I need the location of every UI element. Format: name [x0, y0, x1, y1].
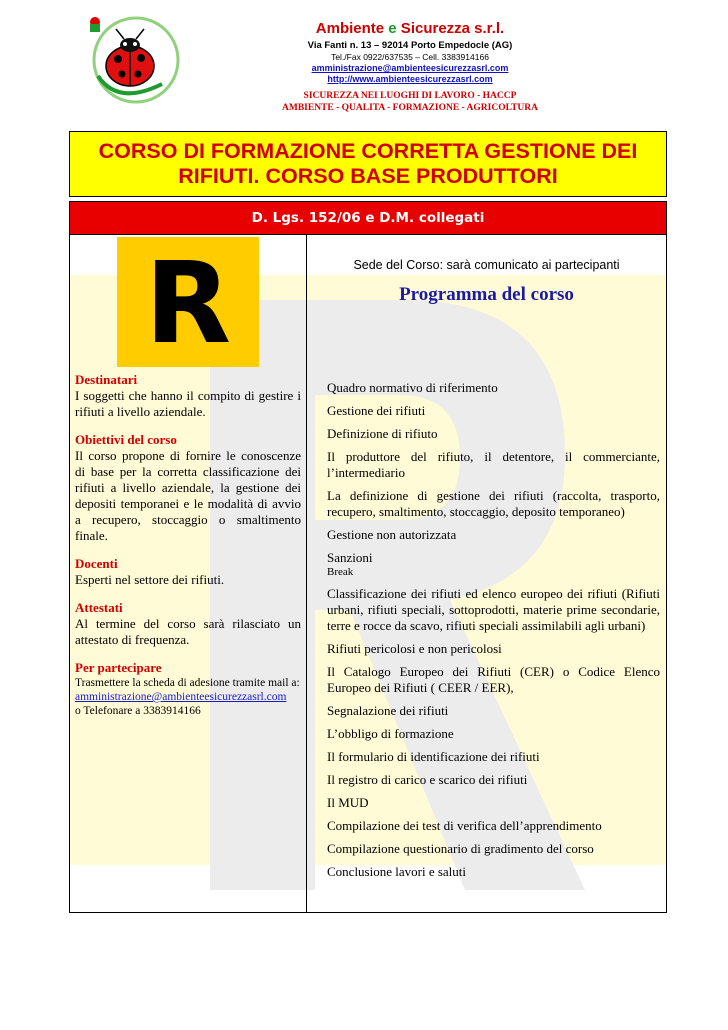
program-item: Il registro di carico e scarico dei rifiuti	[327, 772, 528, 787]
program-item: L’obbligo di formazione	[327, 726, 454, 741]
course-title: CORSO DI FORMAZIONE CORRETTA GESTIONE DEI RIFIUTI. CORSO BASE PRODUTTORI	[98, 139, 638, 188]
r-letter: R	[144, 239, 232, 369]
program-title: Programma del corso	[399, 284, 574, 305]
column-divider	[306, 235, 307, 913]
program-item: Il produttore del rifiuto, il detentore, il commerciante, l’intermediario	[327, 449, 660, 480]
attestati-text: Al termine del corso sarà rilasciato un attestato di frequenza.	[75, 616, 301, 647]
destinatari-text: I soggetti che hanno il compito di gestire i rifiuti a livello aziendale.	[75, 388, 301, 419]
program-item: Classificazione dei rifiuti ed elenco europeo dei rifiuti (Rifiuti urbani, rifiuti speciali, sottoprodotti, materie prime secondarie, terre e rocce da scavo, rifiuti speciali assimilabili agli urbani)	[327, 586, 660, 633]
program-item: Compilazione questionario di gradimento del corso	[327, 841, 594, 856]
partecipare-email-link[interactable]: amministrazione@ambienteesicurezzasrl.com	[75, 691, 287, 703]
partecipare-phone: o Telefonare a 3383914166	[75, 705, 201, 717]
program-item: Quadro normativo di riferimento	[327, 380, 498, 395]
program-item: Il formulario di identificazione dei rifiuti	[327, 749, 540, 764]
course-location: Sede del Corso: sarà comunicato ai partecipanti	[353, 258, 620, 272]
program-item: Compilazione dei test di verifica dell’apprendimento	[327, 818, 602, 833]
program-item: La definizione di gestione dei rifiuti (raccolta, trasporto, recupero, smaltimento, stoccaggio, deposito temporaneo)	[327, 488, 660, 519]
partecipare-heading: Per partecipare	[75, 660, 162, 675]
obiettivi-heading: Obiettivi del corso	[75, 432, 177, 447]
program-item: Gestione non autorizzata	[327, 527, 457, 542]
company-header	[150, 20, 670, 114]
program-item: Rifiuti pericolosi e non pericolosi	[327, 641, 502, 656]
program-item: Definizione di rifiuto	[327, 426, 438, 441]
partecipare-text: Trasmettere la scheda di adesione tramite mail a:	[75, 677, 300, 689]
obiettivi-text: Il corso propone di fornire le conoscenze di base per la corretta classificazione dei rifiuti a livello aziendale, la gestione dei depositi temporanei e le modalità di avvio a recupero, stoccaggio o smaltimento finale.	[75, 448, 301, 543]
destinatari-heading: Destinatari	[75, 372, 138, 387]
tagline-safety: SICUREZZA NEI LUOGHI DI LAVORO - HACCP	[303, 91, 517, 101]
course-info	[75, 372, 301, 718]
company-name: Ambiente e Sicurezza s.r.l.	[315, 20, 505, 37]
tagline-services: AMBIENTE - QUALITA - FORMAZIONE - AGRICOLTURA	[282, 103, 538, 113]
company-address: Via Fanti n. 13 – 92014 Porto Empedocle (AG)	[307, 40, 513, 51]
program-item: Il Catalogo Europeo dei Rifiuti (CER) o Codice Elenco Europeo dei Rifiuti ( CEER / EER),	[327, 664, 660, 695]
program-item: Il MUD	[327, 795, 369, 810]
program-item: Conclusione lavori e saluti	[327, 864, 467, 879]
law-reference: D. Lgs. 152/06 e D.M. collegati	[251, 210, 485, 226]
program-item: Sanzioni	[327, 550, 373, 565]
law-reference-bar	[70, 202, 666, 235]
company-phone: Tel./Fax 0922/637535 – Cell. 3383914166	[331, 52, 489, 62]
docenti-heading: Docenti	[75, 556, 118, 571]
r-sign	[117, 237, 259, 367]
docenti-text: Esperti nel settore dei rifiuti.	[75, 572, 225, 587]
program-item: Segnalazione dei rifiuti	[327, 703, 449, 718]
program-item-break: Break	[327, 566, 354, 578]
program-item: Gestione dei rifiuti	[327, 403, 426, 418]
attestati-heading: Attestati	[75, 600, 123, 615]
program-list	[327, 380, 660, 887]
company-email-link[interactable]: amministrazione@ambienteesicurezzasrl.com	[311, 63, 509, 73]
company-website-link[interactable]: http://www.ambienteesicurezzasrl.com	[327, 74, 493, 84]
